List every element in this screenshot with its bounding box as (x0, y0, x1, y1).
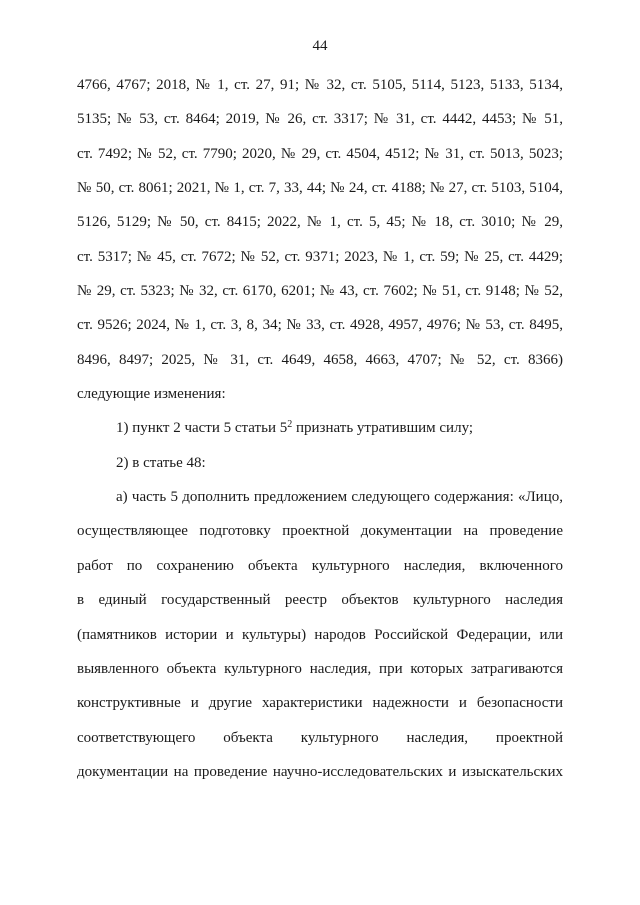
item-1-text-before: 1) пункт 2 части 5 статьи 5 (116, 420, 288, 437)
page-number: 44 (312, 38, 328, 54)
body-text (77, 75, 563, 796)
item-2a-line: осуществляющее подготовку проектной документации на проведение (77, 523, 563, 540)
citation-line: № 29, ст. 5323; № 32, ст. 6170, 6201; № 43, ст. 7602; № 51, ст. 9148; № 52, (77, 283, 563, 300)
citation-line: № 50, ст. 8061; 2021, № 1, ст. 7, 33, 44; № 24, ст. 4188; № 27, ст. 5103, 5104, (77, 180, 563, 197)
citation-line-last: следующие изменения: (77, 386, 226, 403)
item-2a-line: документации на проведение научно-исследовательских и изыскательских (77, 763, 563, 780)
citation-line: 5135; № 53, ст. 8464; 2019, № 26, ст. 3317; № 31, ст. 4442, 4453; № 51, (77, 111, 563, 128)
item-1-text-after: признать утратившим силу; (292, 420, 474, 437)
item-2a-line: соответствующего объекта культурного наследия, проектной (77, 729, 563, 746)
citation-line: 5126, 5129; № 50, ст. 8415; 2022, № 1, ст. 5, 45; № 18, ст. 3010; № 29, (77, 214, 563, 231)
item-2a-line: выявленного объекта культурного наследия, при которых затрагиваются (77, 660, 563, 677)
item-2: 2) в статье 48: (116, 454, 206, 471)
citation-line: ст. 7492; № 52, ст. 7790; 2020, № 29, ст. 4504, 4512; № 31, ст. 5013, 5023; (77, 145, 563, 162)
citation-line: ст. 5317; № 45, ст. 7672; № 52, ст. 9371; 2023, № 1, ст. 59; № 25, ст. 4429; (77, 248, 563, 265)
item-1-superscript: 2 (287, 419, 293, 431)
item-2a-line: а) часть 5 дополнить предложением следующего содержания: «Лицо, (116, 489, 563, 506)
item-1 (77, 418, 563, 452)
item-2a-line: (памятников истории и культуры) народов Российской Федерации, или (77, 626, 563, 643)
citation-line: ст. 9526; 2024, № 1, ст. 3, 8, 34; № 33, ст. 4928, 4957, 4976; № 53, ст. 8495, (77, 317, 563, 334)
item-2a-line: в единый государственный реестр объектов культурного наследия (77, 592, 563, 609)
citation-line: 4766, 4767; 2018, № 1, ст. 27, 91; № 32, ст. 5105, 5114, 5123, 5133, 5134, (77, 77, 563, 93)
citation-line: 8496, 8497; 2025, № 31, ст. 4649, 4658, 4663, 4707; № 52, ст. 8366) (77, 351, 563, 368)
item-2a-line: работ по сохранению объекта культурного наследия, включенного (77, 557, 563, 574)
item-2a-line: конструктивные и другие характеристики надежности и безопасности (77, 695, 563, 712)
